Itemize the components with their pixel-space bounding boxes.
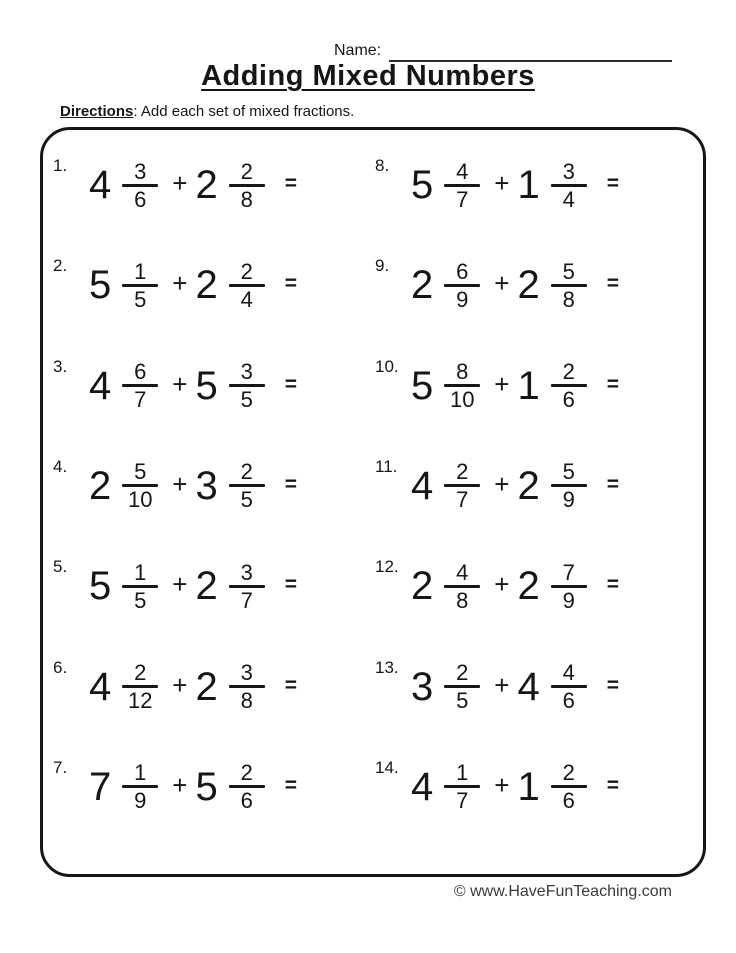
fraction-1-numerator: 2 <box>456 660 469 686</box>
fraction-1-denominator: 5 <box>134 286 147 312</box>
page-title-text: Adding Mixed Numbers <box>201 60 535 92</box>
fraction-1 <box>122 561 158 612</box>
fraction-2 <box>229 661 265 712</box>
equals-sign: = <box>284 573 297 597</box>
problem-number: 14. <box>375 757 399 777</box>
fraction-2-denominator: 9 <box>562 487 575 513</box>
fraction-2 <box>229 160 265 211</box>
equals-sign: = <box>284 773 297 797</box>
problems-column-right <box>371 130 703 874</box>
fraction-2-denominator: 6 <box>562 387 575 413</box>
equals-sign: = <box>606 472 619 496</box>
directions-text: : Add each set of mixed fractions. <box>133 103 355 120</box>
equals-sign: = <box>284 172 297 195</box>
whole-number-1: 2 <box>89 463 112 508</box>
problem-number: 3. <box>53 356 68 376</box>
fraction-1-numerator: 3 <box>134 158 147 184</box>
fraction-2-numerator: 3 <box>240 660 253 686</box>
fraction-1 <box>444 460 480 511</box>
fraction-1 <box>444 360 480 411</box>
fraction-1 <box>122 761 158 812</box>
whole-number-1: 5 <box>411 163 434 207</box>
problem-row <box>375 154 703 216</box>
problem-number: 8. <box>375 156 390 175</box>
equals-sign: = <box>284 372 297 396</box>
whole-number-1: 2 <box>411 263 434 308</box>
problem-number: 6. <box>53 657 68 677</box>
fraction-1-denominator: 7 <box>456 186 469 212</box>
whole-number-2: 2 <box>195 564 218 609</box>
fraction-2-numerator: 5 <box>562 459 575 485</box>
fraction-1-denominator: 7 <box>456 788 469 814</box>
plus-sign: + <box>172 769 188 800</box>
fraction-1-denominator: 12 <box>128 688 153 714</box>
fraction-1-numerator: 8 <box>456 359 469 385</box>
problem-row <box>53 355 371 417</box>
fraction-2 <box>229 561 265 612</box>
whole-number-2: 1 <box>517 163 540 207</box>
fraction-2 <box>229 260 265 311</box>
whole-number-2: 2 <box>517 263 540 308</box>
fraction-1 <box>444 561 480 612</box>
fraction-2 <box>229 761 265 812</box>
fraction-2-numerator: 3 <box>240 359 253 385</box>
plus-sign: + <box>494 669 510 700</box>
fraction-1-denominator: 9 <box>456 286 469 312</box>
fraction-1-denominator: 8 <box>456 587 469 613</box>
whole-number-2: 2 <box>517 463 540 508</box>
whole-number-1: 2 <box>411 564 434 609</box>
name-blank-line <box>389 41 672 62</box>
fraction-1 <box>444 260 480 311</box>
directions <box>60 103 354 120</box>
fraction-1 <box>444 761 480 812</box>
fraction-1-denominator: 9 <box>134 788 147 814</box>
fraction-1-numerator: 1 <box>134 760 147 786</box>
fraction-1-numerator: 2 <box>456 459 469 485</box>
problem-row <box>375 656 703 718</box>
problem-row <box>53 154 371 216</box>
fraction-2-denominator: 8 <box>562 286 575 312</box>
equals-sign: = <box>606 172 619 195</box>
whole-number-1: 4 <box>411 764 434 809</box>
whole-number-1: 5 <box>89 263 112 308</box>
fraction-1-denominator: 5 <box>456 688 469 714</box>
problem-row <box>375 555 703 617</box>
fraction-2-numerator: 3 <box>562 158 575 184</box>
problem-number: 7. <box>53 757 68 777</box>
fraction-1-denominator: 7 <box>134 387 147 413</box>
problem-row <box>375 756 703 818</box>
whole-number-2: 3 <box>195 463 218 508</box>
plus-sign: + <box>172 268 188 299</box>
fraction-2-denominator: 8 <box>240 688 253 714</box>
fraction-1-numerator: 4 <box>456 559 469 585</box>
fraction-2-denominator: 7 <box>240 587 253 613</box>
whole-number-2: 4 <box>517 664 540 709</box>
fraction-2-denominator: 9 <box>562 587 575 613</box>
problem-row <box>53 455 371 517</box>
whole-number-1: 4 <box>89 664 112 709</box>
fraction-2 <box>229 460 265 511</box>
fraction-1-numerator: 4 <box>456 158 469 184</box>
fraction-2-numerator: 2 <box>240 760 253 786</box>
problem-row <box>53 555 371 617</box>
problem-row <box>375 254 703 316</box>
problem-row <box>53 656 371 718</box>
problems-box <box>40 127 706 877</box>
equals-sign: = <box>606 573 619 597</box>
plus-sign: + <box>494 569 510 600</box>
equals-sign: = <box>606 673 619 697</box>
fraction-1-denominator: 5 <box>134 587 147 613</box>
fraction-1 <box>122 160 158 211</box>
plus-sign: + <box>172 468 188 499</box>
fraction-2 <box>551 761 587 812</box>
fraction-2-numerator: 2 <box>562 359 575 385</box>
plus-sign: + <box>494 268 510 299</box>
plus-sign: + <box>172 569 188 600</box>
fraction-2-denominator: 8 <box>240 186 253 212</box>
page-title <box>0 60 736 93</box>
whole-number-2: 2 <box>195 664 218 709</box>
whole-number-1: 3 <box>411 664 434 709</box>
fraction-1-numerator: 2 <box>134 660 147 686</box>
problem-row <box>375 355 703 417</box>
fraction-2-denominator: 6 <box>562 788 575 814</box>
whole-number-2: 2 <box>517 564 540 609</box>
fraction-1-numerator: 1 <box>456 760 469 786</box>
fraction-2 <box>551 561 587 612</box>
fraction-2 <box>551 160 587 211</box>
plus-sign: + <box>494 168 510 198</box>
whole-number-1: 4 <box>411 463 434 508</box>
plus-sign: + <box>172 168 188 198</box>
problem-number: 9. <box>375 256 390 276</box>
fraction-2-numerator: 3 <box>240 559 253 585</box>
fraction-2 <box>551 460 587 511</box>
problem-row <box>53 254 371 316</box>
plus-sign: + <box>494 468 510 499</box>
whole-number-2: 2 <box>195 163 218 207</box>
whole-number-1: 4 <box>89 363 112 408</box>
whole-number-1: 5 <box>89 564 112 609</box>
problem-number: 4. <box>53 456 68 476</box>
problem-number: 2. <box>53 256 68 276</box>
fraction-1-numerator: 1 <box>134 559 147 585</box>
fraction-1-numerator: 5 <box>134 459 147 485</box>
fraction-2-denominator: 5 <box>240 387 253 413</box>
fraction-2 <box>551 661 587 712</box>
plus-sign: + <box>172 669 188 700</box>
fraction-1-denominator: 10 <box>128 487 153 513</box>
fraction-1 <box>444 661 480 712</box>
problems-column-left <box>43 130 371 874</box>
fraction-2-numerator: 4 <box>562 660 575 686</box>
problem-number: 12. <box>375 557 399 577</box>
fraction-2-numerator: 2 <box>562 760 575 786</box>
problem-number: 5. <box>53 557 68 577</box>
fraction-1 <box>122 260 158 311</box>
fraction-1 <box>444 160 480 211</box>
directions-label: Directions <box>60 103 134 120</box>
fraction-2-denominator: 6 <box>562 688 575 714</box>
problem-row <box>53 756 371 818</box>
fraction-2-denominator: 6 <box>240 788 253 814</box>
equals-sign: = <box>284 673 297 697</box>
fraction-2-numerator: 2 <box>240 158 253 184</box>
name-label: Name: <box>334 42 382 59</box>
plus-sign: + <box>494 769 510 800</box>
whole-number-2: 2 <box>195 263 218 308</box>
plus-sign: + <box>172 368 188 399</box>
problem-number: 1. <box>53 156 68 175</box>
fraction-2 <box>551 360 587 411</box>
plus-sign: + <box>494 368 510 399</box>
fraction-2-numerator: 5 <box>562 258 575 284</box>
equals-sign: = <box>606 773 619 797</box>
whole-number-1: 5 <box>411 363 434 408</box>
problem-number: 13. <box>375 657 399 677</box>
fraction-2-numerator: 7 <box>562 559 575 585</box>
copyright-footer: © www.HaveFunTeaching.com <box>453 883 672 900</box>
whole-number-2: 5 <box>195 764 218 809</box>
problem-number: 10. <box>375 356 399 376</box>
fraction-2-denominator: 5 <box>240 487 253 513</box>
problem-number: 11. <box>375 456 398 476</box>
fraction-1-denominator: 7 <box>456 487 469 513</box>
whole-number-2: 5 <box>195 363 218 408</box>
equals-sign: = <box>284 472 297 496</box>
equals-sign: = <box>606 272 619 296</box>
fraction-2-numerator: 2 <box>240 459 253 485</box>
whole-number-1: 4 <box>89 163 112 207</box>
problem-row <box>375 455 703 517</box>
whole-number-1: 7 <box>89 764 112 809</box>
fraction-2-denominator: 4 <box>562 186 575 212</box>
fraction-1 <box>122 360 158 411</box>
fraction-1-numerator: 6 <box>456 258 469 284</box>
equals-sign: = <box>606 372 619 396</box>
whole-number-2: 1 <box>517 764 540 809</box>
fraction-1-numerator: 1 <box>134 258 147 284</box>
fraction-2 <box>229 360 265 411</box>
name-row <box>334 40 672 62</box>
fraction-2 <box>551 260 587 311</box>
fraction-1-denominator: 10 <box>450 387 475 413</box>
equals-sign: = <box>284 272 297 296</box>
fraction-2-numerator: 2 <box>240 258 253 284</box>
whole-number-2: 1 <box>517 363 540 408</box>
fraction-1 <box>122 460 158 511</box>
fraction-1 <box>122 661 158 712</box>
fraction-2-denominator: 4 <box>240 286 253 312</box>
fraction-1-denominator: 6 <box>134 186 147 212</box>
fraction-1-numerator: 6 <box>134 359 147 385</box>
